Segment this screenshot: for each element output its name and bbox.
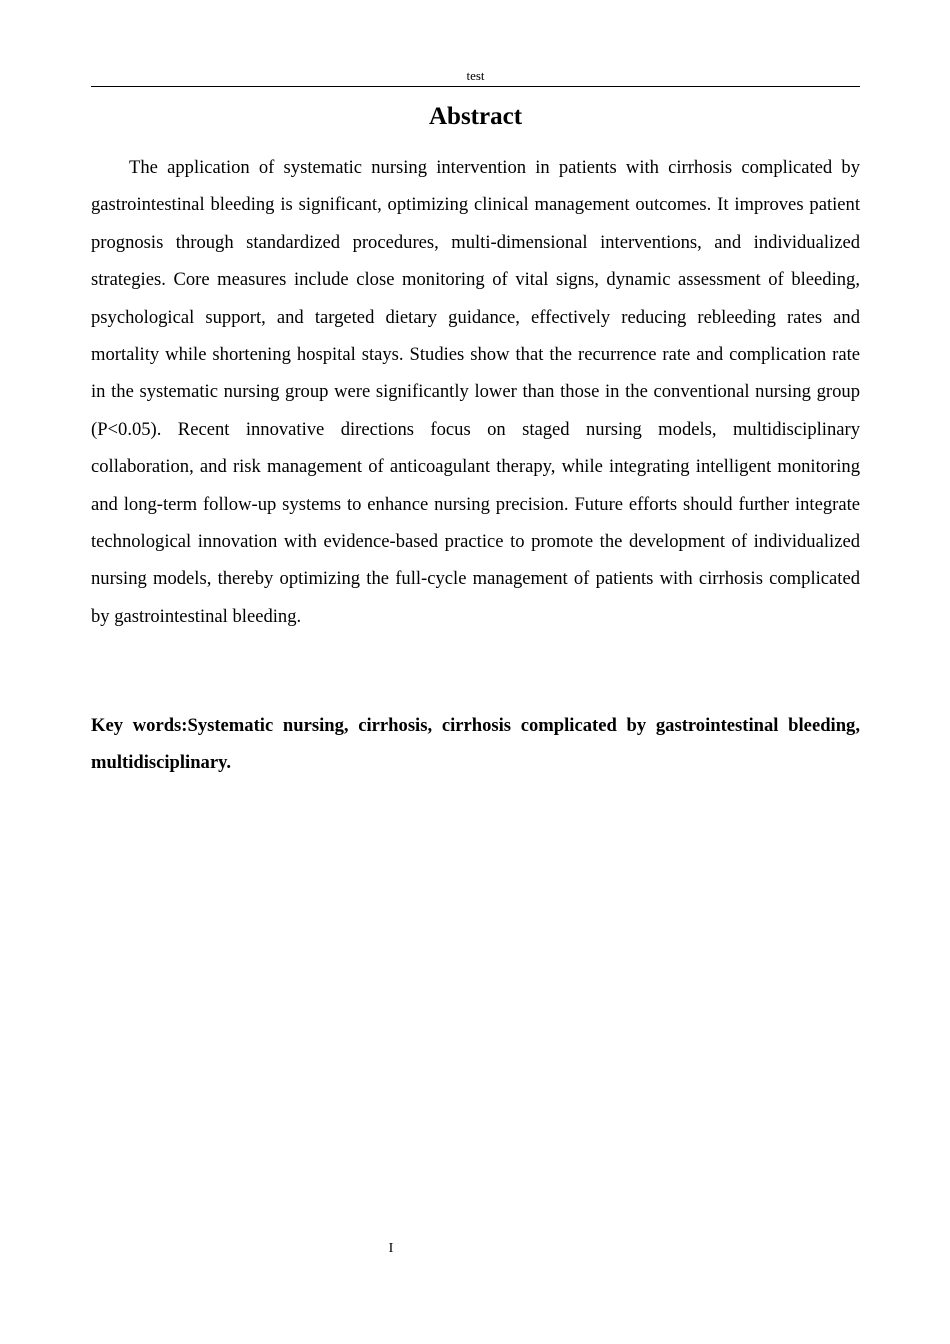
running-header: test	[91, 68, 860, 87]
page-number: I	[388, 1241, 394, 1256]
abstract-title: Abstract	[428, 103, 523, 130]
keywords: Key words:Systematic nursing, cirrhosis, cirrhosis complicated by gastrointestinal bleeding, multidisciplinary.	[91, 715, 860, 774]
abstract-body: The application of systematic nursing intervention in patients with cirrhosis complicated by gastrointestinal bleeding is significant, optimizing clinical management outcomes. It improves patient prognosis through standardized procedures, multi-dimensional interventions, and individualized strategies. Core measures include close monitoring of vital signs, dynamic assessment of bleeding, psychological support, and targeted dietary guidance, effectively reducing rebleeding rates and mortality while shortening hospital stays. Studies show that the recurrence rate and complication rate in the systematic nursing group were significantly lower than those in the conventional nursing group (P<0.05). Recent innovative directions focus on staged nursing models, multidisciplinary collaboration, and risk management of anticoagulant therapy, while integrating intelligent monitoring and long-term follow-up systems to enhance nursing precision. Future efforts should further integrate technological innovation with evidence-based practice to promote the development of individualized nursing models, thereby optimizing the full-cycle management of patients with cirrhosis complicated by gastrointestinal bleeding.	[91, 157, 860, 627]
